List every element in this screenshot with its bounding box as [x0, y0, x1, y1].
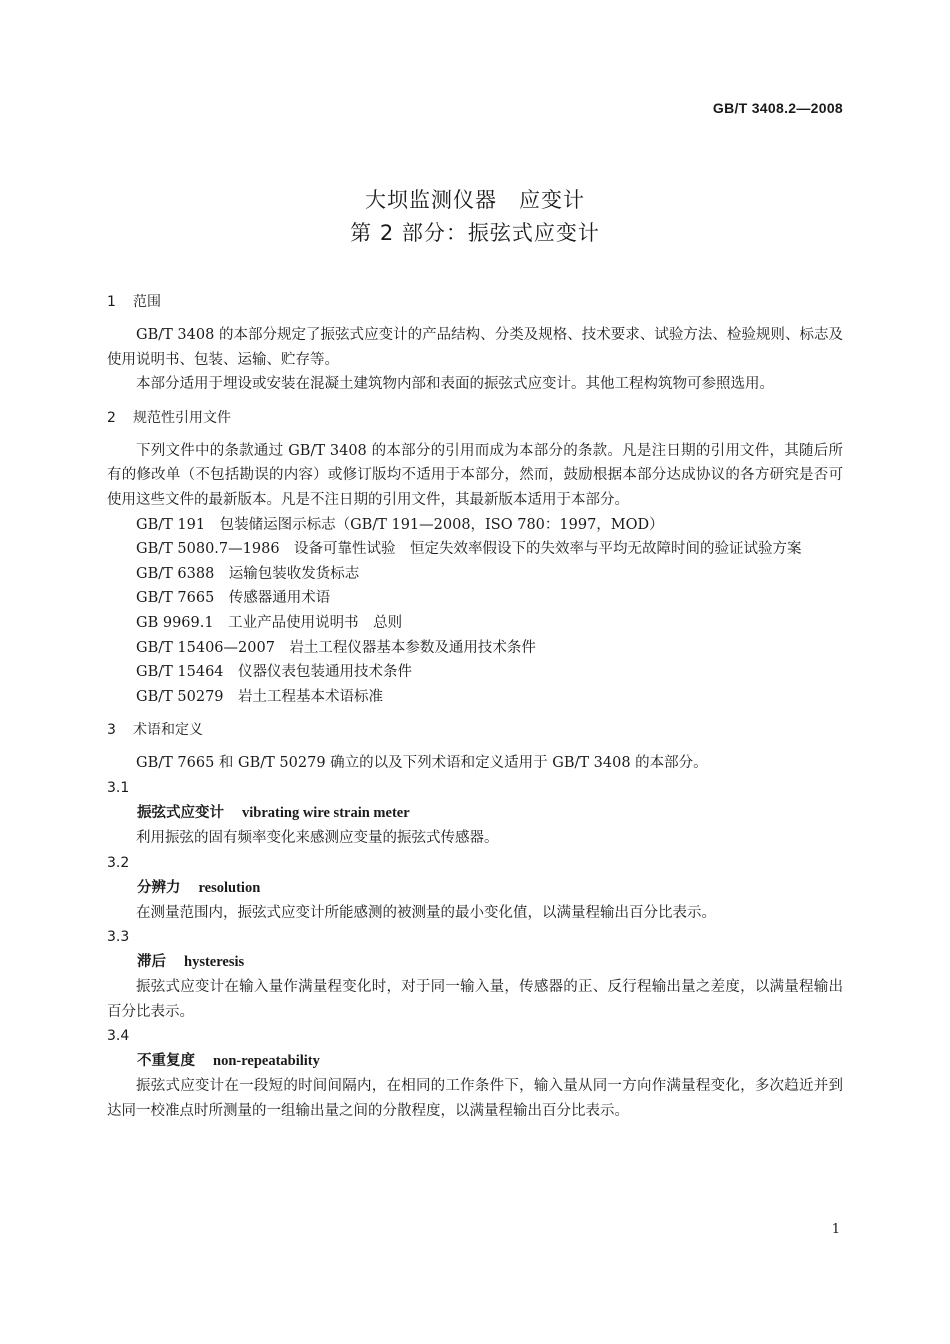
term-name-zh: 振弦式应变计: [137, 804, 224, 821]
section-number: 3: [107, 722, 116, 739]
reference-item: GB/T 7665 传感器通用术语: [136, 590, 331, 607]
reference-item: GB/T 5080.7—1986 设备可靠性试验 恒定失效率假设下的失效率与平均无故障时间的验证试验方案: [136, 541, 802, 558]
section-title: 术语和定义: [133, 722, 203, 739]
term-name-en: hysteresis: [184, 954, 245, 971]
standard-id: GB/T 3408.2—2008: [712, 100, 843, 116]
term-name: [107, 1049, 843, 1074]
term-definition: 在测量范围内，振弦式应变计所能感测的被测量的最小变化值，以满量程输出百分比表示。: [136, 904, 716, 921]
term-name-en: vibrating wire strain meter: [242, 804, 410, 821]
term-number: 3.3: [107, 929, 130, 946]
document-subtitle: 第 2 部分：振弦式应变计: [350, 221, 600, 245]
term-number: 3.2: [107, 854, 130, 871]
term-definition: 振弦式应变计在输入量作满量程变化时，对于同一输入量，传感器的正、反行程输出量之差度，以满量程输出百分比表示。: [107, 979, 843, 1020]
reference-item: GB/T 15464 仪器仪表包装通用技术条件: [136, 664, 413, 681]
section-heading-scope: [107, 290, 843, 314]
section-number: 1: [107, 294, 116, 310]
document-body: [107, 290, 843, 1123]
term-number: 3.4: [107, 1028, 130, 1045]
page-number: 1: [831, 1222, 840, 1237]
document-title: 大坝监测仪器 应变计: [365, 188, 585, 212]
references-intro: 下列文件中的条款通过 GB/T 3408 的本部分的引用而成为本部分的条款。凡是注日期的引用文件，其随后所有的修改单（不包括勘误的内容）或修订版均不适用于本部分，然而，鼓励根据本部分达成协议的各方研究是否可使用这些文件的最新版本。凡是不注日期的引用文件，其最新版本适用于本部分。: [107, 442, 843, 508]
term-name: [107, 950, 843, 975]
scope-paragraph: 本部分适用于埋设或安装在混凝土建筑物内部和表面的振弦式应变计。其他工程构筑物可参照选用。: [136, 376, 774, 393]
term-name-zh: 滞后: [137, 954, 166, 971]
section-heading-normative-references: [107, 406, 843, 430]
term-name-zh: 分辨力: [137, 879, 181, 896]
reference-item: GB/T 191 包装储运图示标志（GB/T 191—2008，ISO 780：1997，MOD）: [136, 516, 664, 533]
reference-item: GB/T 6388 运输包装收发货标志: [136, 565, 360, 582]
section-title: 范围: [133, 294, 161, 310]
term-name: [107, 876, 843, 901]
terms-intro: GB/T 7665 和 GB/T 50279 确立的以及下列术语和定义适用于 GB/T 3408 的本部分。: [136, 755, 708, 772]
section-number: 2: [107, 409, 116, 426]
term-definition: 振弦式应变计在一段短的时间间隔内，在相同的工作条件下，输入量从同一方向作满量程变化，多次趋近并到达同一校准点时所测量的一组输出量之间的分散程度，以满量程输出百分比表示。: [107, 1078, 843, 1119]
section-title: 规范性引用文件: [133, 409, 231, 426]
term-name-en: resolution: [198, 879, 261, 896]
term-name-zh: 不重复度: [137, 1053, 195, 1070]
scope-paragraph: GB/T 3408 的本部分规定了振弦式应变计的产品结构、分类及规格、技术要求、试验方法、检验规则、标志及使用说明书、包装、运输、贮存等。: [107, 327, 843, 368]
term-definition: 利用振弦的固有频率变化来感测应变量的振弦式传感器。: [136, 829, 499, 846]
term-name: [107, 801, 843, 826]
term-number: 3.1: [107, 779, 130, 796]
reference-item: GB/T 50279 岩土工程基本术语标准: [136, 688, 384, 705]
term-name-en: non-repeatability: [213, 1053, 320, 1070]
reference-item: GB 9969.1 工业产品使用说明书 总则: [136, 614, 403, 631]
reference-item: GB/T 15406—2007 岩土工程仪器基本参数及通用技术条件: [136, 639, 536, 656]
section-heading-terms: [107, 718, 843, 742]
